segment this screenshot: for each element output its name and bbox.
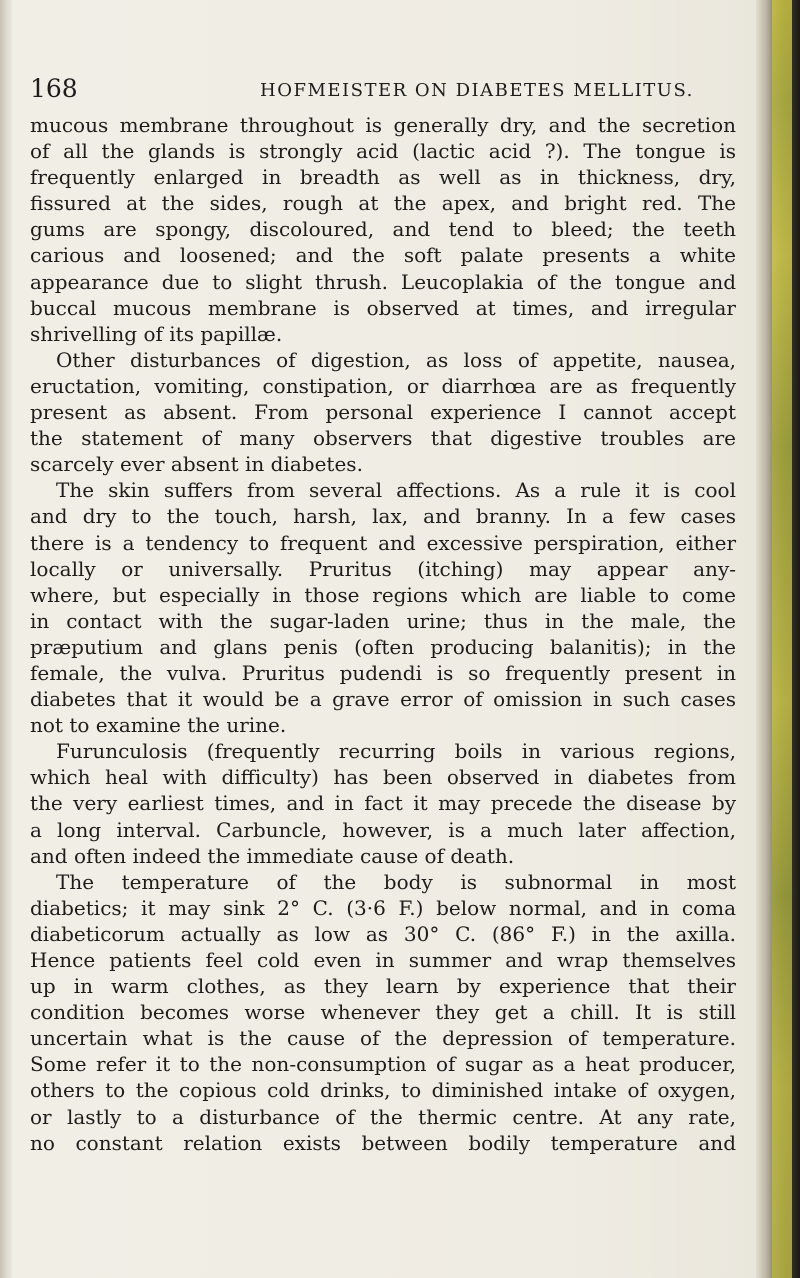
text-line: in contact with the sugar-laden urine; thus in the male, the [30, 608, 736, 633]
text-line: scarcely ever absent in diabetes. [30, 452, 363, 477]
text-line: præputium and glans penis (often producing balanitis); in the [30, 634, 736, 659]
text-line: female, the vulva. Pruritus pudendi is so frequently present in [30, 660, 736, 685]
text-line: diabetics; it may sink 2° C. (3·6 F.) below normal, and in coma [30, 895, 736, 920]
text-line: frequently enlarged in breadth as well as in thickness, dry, [30, 165, 736, 190]
text-line: shrivelling of its papillæ. [30, 321, 283, 346]
text-line: which heal with difficulty) has been observed in diabetes from [30, 765, 736, 790]
text-line: Other disturbances of digestion, as loss of appetite, nausea, [56, 347, 736, 372]
text-line: present as absent. From personal experience I cannot accept [30, 400, 736, 425]
text-line: and dry to the touch, harsh, lax, and branny. In a few cases [30, 504, 736, 529]
text-line: diabetes that it would be a grave error of omission in such cases [30, 687, 736, 712]
text-line: or lastly to a disturbance of the thermic centre. At any rate, [30, 1104, 736, 1129]
page-header [30, 62, 720, 106]
text-line: gums are spongy, discoloured, and tend to bleed; the teeth [30, 217, 736, 242]
text-line: others to the copious cold drinks, to diminished intake of oxygen, [30, 1078, 736, 1103]
running-head: HOFMEISTER ON DIABETES MELLITUS. [260, 80, 694, 101]
text-line: there is a tendency to frequent and excessive perspiration, either [30, 530, 736, 555]
book-binding-cloth [772, 0, 792, 1278]
text-line: The skin suffers from several affections. As a rule it is cool [56, 478, 736, 503]
text-line: The temperature of the body is subnormal in most [56, 869, 736, 894]
text-line: not to examine the urine. [30, 713, 287, 738]
text-line: buccal mucous membrane is observed at times, and irregular [30, 295, 736, 320]
text-line: condition becomes worse whenever they get a chill. It is still [30, 1000, 736, 1025]
text-line: where, but especially in those regions which are liable to come [30, 582, 736, 607]
text-line: mucous membrane throughout is generally dry, and the secretion [30, 113, 736, 137]
text-line: and often indeed the immediate cause of death. [30, 843, 515, 868]
text-line: diabeticorum actually as low as 30° C. (86° F.) in the axilla. [30, 921, 736, 946]
text-line: Hence patients feel cold even in summer and wrap themselves [30, 948, 736, 972]
text-line: locally or universally. Pruritus (itching) may appear any- [30, 556, 736, 581]
text-line: of all the glands is strongly acid (lactic acid ?). The tongue is [30, 139, 736, 164]
text-line: no constant relation exists between bodily temperature and [30, 1130, 736, 1155]
text-line: fissured at the sides, rough at the apex, and bright red. The [30, 191, 736, 216]
text-line: appearance due to slight thrush. Leucoplakia of the tongue and [30, 269, 736, 294]
text-line: eructation, vomiting, constipation, or diarrhœa are as frequently [30, 373, 736, 398]
page-left-edge [0, 0, 12, 1278]
text-line: uncertain what is the cause of the depression of temperature. [30, 1026, 736, 1051]
body-text [30, 112, 736, 1156]
text-line: carious and loosened; and the soft palate presents a white [30, 243, 736, 268]
text-line: up in warm clothes, as they learn by experience that their [30, 974, 736, 999]
text-line: Some refer it to the non-consumption of sugar as a heat producer, [30, 1052, 736, 1077]
text-line: the very earliest times, and in fact it may precede the disease by [30, 791, 736, 816]
page-number: 168 [30, 74, 78, 103]
text-line: a long interval. Carbuncle, however, is a much later affection, [30, 817, 736, 842]
text-line: the statement of many observers that digestive troubles are [30, 426, 736, 451]
text-line: Furunculosis (frequently recurring boils in various regions, [56, 739, 736, 764]
